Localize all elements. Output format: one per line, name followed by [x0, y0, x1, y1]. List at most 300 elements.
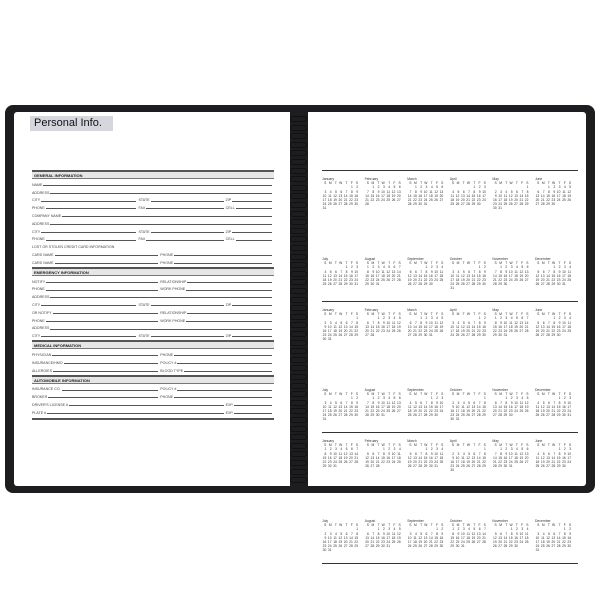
day: 7 — [367, 189, 369, 194]
form-field[interactable] — [226, 198, 274, 202]
weekday-label: S — [398, 523, 401, 528]
day: 10 — [503, 320, 508, 325]
form-field[interactable] — [32, 191, 274, 195]
day-grid — [535, 312, 578, 337]
day: 12 — [461, 273, 465, 278]
day: 9 — [510, 400, 513, 405]
day: 22 — [476, 278, 481, 283]
form-field[interactable] — [32, 295, 274, 299]
weekday-label: T — [334, 181, 337, 186]
form-field[interactable] — [138, 230, 225, 234]
field-label: ADDRESS — [32, 295, 50, 300]
day: 22 — [418, 329, 423, 334]
field-line[interactable] — [55, 263, 159, 264]
day: 18 — [397, 455, 401, 460]
day: 24 — [354, 278, 359, 283]
day: 24 — [514, 409, 518, 414]
weekday-label: S — [324, 312, 327, 317]
weekday-label: T — [515, 443, 518, 448]
field-line[interactable] — [41, 232, 136, 233]
weekday-label: M — [499, 181, 502, 186]
day-grid — [407, 312, 450, 337]
day: 29 — [354, 333, 359, 338]
field-line[interactable] — [151, 305, 224, 306]
calendar-block — [322, 388, 578, 432]
field-label: STATE — [138, 334, 150, 339]
form-field[interactable] — [138, 206, 225, 210]
day: 26 — [524, 409, 529, 414]
weekday-label: S — [494, 443, 497, 448]
day: 26 — [471, 540, 476, 545]
day: 9 — [425, 320, 428, 325]
day: 16 — [386, 455, 391, 460]
day: 15 — [375, 324, 380, 329]
day: 21 — [370, 329, 375, 334]
day: 27 — [343, 544, 348, 549]
day: 30 — [476, 202, 481, 207]
form-field[interactable] — [226, 303, 274, 307]
day: 4 — [340, 447, 343, 452]
spiral-ring — [290, 168, 307, 174]
day: 13 — [524, 269, 529, 274]
form-field[interactable] — [138, 334, 225, 338]
weekday-label: T — [420, 443, 423, 448]
form-field[interactable] — [32, 353, 160, 357]
field-line[interactable] — [177, 390, 272, 391]
field-line[interactable] — [46, 282, 158, 283]
day: 28 — [476, 464, 481, 469]
day: 29 — [503, 413, 508, 418]
weekday-label: T — [345, 392, 348, 397]
day-grid — [365, 392, 408, 417]
field-line[interactable] — [187, 282, 272, 283]
form-row — [32, 179, 274, 187]
form-field[interactable] — [32, 222, 274, 226]
day: 26 — [397, 329, 401, 334]
day: 20 — [551, 540, 556, 545]
day: 4 — [563, 185, 566, 190]
form-field[interactable] — [32, 395, 160, 399]
form-row — [32, 330, 274, 338]
day: 26 — [407, 464, 412, 469]
day: 10 — [434, 269, 438, 274]
day: 13 — [551, 535, 556, 540]
field-label: POLICY # — [160, 387, 177, 392]
field-line[interactable] — [236, 240, 272, 241]
day: 23 — [322, 544, 327, 549]
weekday-label: S — [483, 523, 486, 528]
day: 23 — [429, 460, 433, 465]
month-calendar — [450, 439, 493, 481]
day: 18 — [535, 409, 540, 414]
day: 15 — [423, 273, 428, 278]
field-line[interactable] — [151, 336, 224, 337]
weekday-label: T — [420, 312, 423, 317]
field-label: INSURANCE/HMO — [32, 360, 63, 365]
weekday-label: T — [558, 181, 561, 186]
spiral-ring — [290, 434, 307, 440]
day: 28 — [413, 333, 417, 338]
day: 13 — [461, 193, 465, 198]
field-line[interactable] — [52, 355, 158, 356]
form-field[interactable] — [160, 280, 274, 284]
form-field[interactable] — [138, 237, 225, 241]
day: 2 — [558, 316, 561, 321]
day: 20 — [498, 540, 502, 545]
form-field[interactable] — [160, 287, 274, 291]
day: 3 — [510, 447, 513, 452]
field-line[interactable] — [53, 313, 159, 314]
day: 1 — [436, 527, 438, 532]
day: 26 — [466, 464, 470, 469]
day: 2 — [505, 447, 508, 452]
form-field[interactable] — [226, 411, 274, 415]
form-field[interactable] — [160, 253, 274, 257]
weekday-label: M — [414, 181, 417, 186]
month-name: October — [449, 519, 462, 523]
day: 15 — [551, 273, 556, 278]
day: 4 — [510, 316, 513, 321]
day: 5 — [521, 265, 524, 270]
day: 26 — [493, 544, 497, 549]
form-field[interactable] — [32, 198, 138, 202]
month-calendar — [492, 519, 535, 561]
day: 29 — [434, 544, 438, 549]
field-label: POLICY # — [160, 360, 177, 365]
day: 27 — [519, 329, 524, 334]
day: 30 — [482, 282, 486, 287]
day: 4 — [409, 400, 412, 405]
day: 31 — [567, 413, 572, 418]
form-field[interactable] — [138, 303, 225, 307]
day: 28 — [471, 333, 476, 338]
day: 7 — [494, 269, 497, 274]
weekday-label: T — [547, 392, 550, 397]
field-label: PHONE — [32, 237, 45, 242]
field-line[interactable] — [43, 185, 272, 186]
form-field[interactable] — [32, 387, 160, 391]
day: 3 — [558, 185, 561, 190]
day: 6 — [414, 269, 417, 274]
day: 5 — [409, 269, 412, 274]
field-line[interactable] — [64, 363, 159, 364]
month-calendar — [365, 388, 408, 430]
field-label: STATE — [138, 229, 150, 234]
form-field[interactable] — [160, 395, 274, 399]
day: 24 — [423, 198, 428, 203]
field-line[interactable] — [50, 297, 272, 298]
day: 26 — [519, 278, 524, 283]
weekday-label: S — [366, 181, 369, 186]
day: 1 — [382, 447, 385, 452]
form-field[interactable] — [160, 261, 274, 265]
day: 2 — [430, 447, 433, 452]
form-field[interactable] — [32, 230, 138, 234]
day: 24 — [450, 282, 455, 287]
day: 1 — [484, 447, 486, 452]
day: 11 — [439, 451, 444, 456]
field-line[interactable] — [41, 336, 136, 337]
month-calendar — [365, 177, 408, 219]
day: 21 — [551, 460, 556, 465]
form-field[interactable] — [32, 326, 274, 330]
month-calendar — [365, 439, 408, 481]
month-calendar — [535, 439, 578, 481]
form-row — [32, 234, 274, 242]
form-field[interactable] — [32, 261, 160, 265]
form-field[interactable] — [32, 287, 160, 291]
field-line[interactable] — [48, 397, 158, 398]
day: 5 — [340, 531, 343, 536]
field-line[interactable] — [174, 355, 272, 356]
day-grid — [535, 443, 578, 468]
form-field[interactable] — [32, 334, 138, 338]
day: 3 — [505, 316, 508, 321]
day: 15 — [556, 404, 561, 409]
field-line[interactable] — [174, 397, 272, 398]
day: 27 — [540, 282, 545, 287]
day: 10 — [386, 531, 391, 536]
day: 6 — [372, 451, 375, 456]
day: 27 — [365, 333, 369, 338]
day: 20 — [333, 278, 337, 283]
field-line[interactable] — [46, 208, 137, 209]
field-line[interactable] — [69, 405, 224, 406]
day: 21 — [349, 329, 353, 334]
day: 3 — [335, 447, 337, 452]
day: 22 — [365, 278, 369, 283]
day: 26 — [540, 464, 545, 469]
weekday-label: S — [451, 443, 455, 448]
field-line[interactable] — [186, 290, 272, 291]
field-line[interactable] — [50, 329, 272, 330]
form-row — [32, 241, 274, 249]
day: 31 — [461, 544, 465, 549]
day: 16 — [418, 193, 423, 198]
form-field[interactable] — [160, 369, 274, 373]
day: 1 — [414, 185, 417, 190]
day: 11 — [391, 320, 396, 325]
day: 27 — [461, 202, 465, 207]
day: 7 — [420, 451, 423, 456]
weekday-label: S — [398, 392, 401, 397]
field-line[interactable] — [47, 413, 223, 414]
form-field[interactable] — [226, 206, 274, 210]
day: 29 — [562, 544, 566, 549]
field-line[interactable] — [232, 232, 272, 233]
weekday-label: T — [430, 181, 433, 186]
form-field[interactable] — [32, 214, 274, 218]
weekday-label: M — [328, 443, 332, 448]
form-field[interactable] — [160, 387, 274, 391]
day: 7 — [350, 320, 353, 325]
day: 17 — [434, 273, 438, 278]
form-field[interactable] — [32, 403, 226, 407]
day: 26 — [407, 282, 412, 287]
form-field[interactable] — [32, 311, 160, 315]
day: 13 — [343, 324, 348, 329]
month-name: November — [492, 388, 509, 392]
field-line[interactable] — [151, 232, 224, 233]
day: 30 — [556, 282, 561, 287]
form-field[interactable] — [160, 311, 274, 315]
field-line[interactable] — [146, 208, 223, 209]
day: 28 — [354, 460, 359, 465]
form-field[interactable] — [32, 411, 226, 415]
field-line[interactable] — [232, 201, 272, 202]
weekday-label: S — [324, 523, 327, 528]
day: 25 — [514, 460, 518, 465]
day: 22 — [381, 460, 385, 465]
weekday-label: W — [509, 312, 513, 317]
field-line[interactable] — [232, 336, 272, 337]
form-field[interactable] — [160, 361, 274, 365]
form-field[interactable] — [32, 361, 160, 365]
field-line[interactable] — [41, 305, 136, 306]
field-line[interactable] — [62, 390, 159, 391]
weekday-label: M — [328, 181, 332, 186]
day: 30 — [450, 417, 455, 422]
weekday-label: S — [451, 523, 455, 528]
day: 3 — [436, 265, 438, 270]
form-field[interactable] — [32, 237, 138, 241]
field-line[interactable] — [186, 321, 272, 322]
day: 26 — [466, 413, 470, 418]
day: 13 — [365, 535, 369, 540]
day: 5 — [335, 189, 337, 194]
day: 23 — [418, 198, 423, 203]
weekday-label: M — [414, 261, 417, 266]
field-label: DRIVER'S LICENSE # — [32, 402, 69, 407]
day: 16 — [354, 404, 359, 409]
day: 20 — [493, 409, 497, 414]
field-line[interactable] — [55, 255, 159, 256]
day: 2 — [441, 527, 444, 532]
day-grid — [322, 523, 365, 552]
field-line[interactable] — [53, 371, 158, 372]
weekday-label: T — [462, 312, 465, 317]
field-line[interactable] — [187, 313, 272, 314]
day: 16 — [498, 324, 502, 329]
day: 10 — [439, 400, 444, 405]
weekday-label: S — [324, 392, 327, 397]
form-field[interactable] — [32, 369, 160, 373]
day: 23 — [556, 329, 561, 334]
day: 6 — [441, 185, 444, 190]
day: 14 — [375, 455, 380, 460]
day: 23 — [503, 460, 508, 465]
field-line[interactable] — [146, 240, 223, 241]
month-name: September — [407, 519, 424, 523]
day: 23 — [567, 540, 572, 545]
field-line[interactable] — [46, 290, 158, 291]
day: 30 — [429, 282, 433, 287]
field-line[interactable] — [46, 321, 158, 322]
form-field[interactable] — [138, 198, 225, 202]
day: 12 — [413, 404, 417, 409]
day: 16 — [381, 535, 385, 540]
day: 22 — [354, 329, 359, 334]
field-line[interactable] — [177, 363, 272, 364]
day: 20 — [413, 460, 417, 465]
day: 18 — [524, 535, 529, 540]
day: 24 — [381, 409, 385, 414]
day: 10 — [322, 193, 327, 198]
field-line[interactable] — [232, 305, 272, 306]
day: 20 — [524, 273, 529, 278]
day: 19 — [397, 535, 401, 540]
day: 25 — [407, 413, 412, 418]
field-line[interactable] — [236, 208, 272, 209]
calendar-block — [322, 432, 578, 519]
day: 21 — [493, 460, 497, 465]
weekday-label: W — [509, 443, 513, 448]
day: 26 — [535, 333, 540, 338]
weekday-label: S — [324, 261, 327, 266]
weekday-label: F — [435, 261, 438, 266]
day: 7 — [414, 320, 417, 325]
field-line[interactable] — [174, 263, 272, 264]
form-field[interactable] — [32, 206, 138, 210]
field-line[interactable] — [234, 405, 272, 406]
field-line[interactable] — [174, 255, 272, 256]
form-field[interactable] — [32, 183, 274, 187]
field-line[interactable] — [184, 371, 272, 372]
month-name: April — [449, 439, 457, 443]
day: 30 — [514, 544, 518, 549]
day-grid — [535, 523, 578, 552]
day-grid — [365, 181, 408, 206]
day: 14 — [365, 404, 369, 409]
form-field[interactable] — [226, 237, 274, 241]
day: 15 — [370, 193, 375, 198]
field-line[interactable] — [50, 193, 272, 194]
form-field[interactable] — [32, 319, 160, 323]
field-line[interactable] — [234, 413, 272, 414]
form-field[interactable] — [226, 403, 274, 407]
form-field[interactable] — [226, 230, 274, 234]
field-line[interactable] — [46, 240, 137, 241]
month-name: June — [534, 439, 543, 443]
day: 12 — [386, 269, 391, 274]
form-field[interactable] — [226, 334, 274, 338]
form-field[interactable] — [160, 319, 274, 323]
day: 23 — [381, 329, 385, 334]
form-field[interactable] — [32, 303, 138, 307]
form-field[interactable] — [32, 280, 160, 284]
day: 1 — [558, 396, 561, 401]
day: 14 — [498, 404, 502, 409]
field-line[interactable] — [151, 201, 224, 202]
day: 8 — [484, 451, 486, 456]
field-label: PHONE — [160, 260, 174, 265]
field-line[interactable] — [50, 224, 272, 225]
day: 27 — [365, 544, 369, 549]
day: 18 — [322, 278, 327, 283]
day: 20 — [514, 198, 518, 203]
day: 19 — [535, 278, 540, 283]
field-line[interactable] — [41, 201, 136, 202]
weekday-label: S — [494, 181, 497, 186]
field-line[interactable] — [62, 216, 272, 217]
day: 11 — [338, 451, 343, 456]
form-field[interactable] — [32, 253, 160, 257]
form-field[interactable] — [160, 353, 274, 357]
weekday-label: M — [541, 261, 545, 266]
day: 25 — [455, 333, 460, 338]
day: 26 — [386, 278, 391, 283]
day: 22 — [498, 460, 502, 465]
